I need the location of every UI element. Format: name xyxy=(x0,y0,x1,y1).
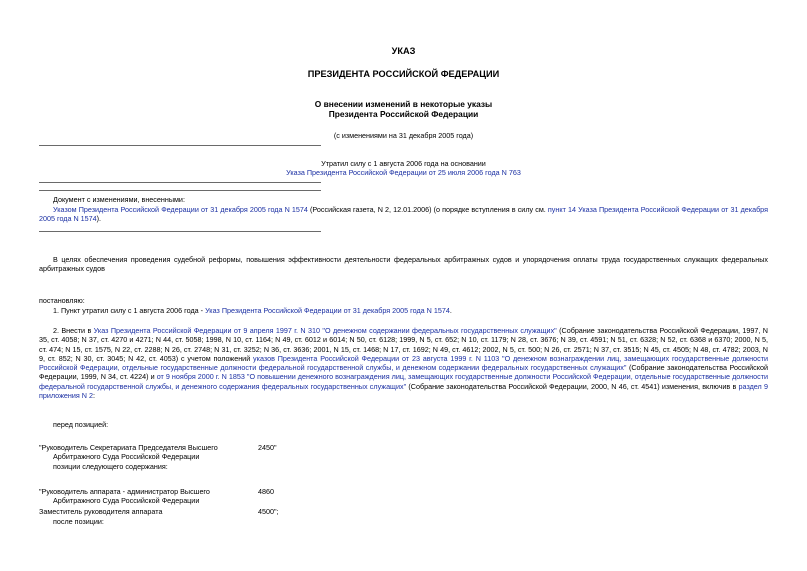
table-row-3-name: Заместитель руководителя аппарата xyxy=(39,507,163,516)
table-row-1-name-line1: "Руководитель Секретариата Председателя Высшего xyxy=(39,443,218,452)
clause-1: 1. Пункт утратил силу с 1 августа 2006 года - Указ Президента Российской Федерации от 31 декабря 2005 года N 1574. xyxy=(53,306,452,315)
changes-link-clause[interactable]: пункт 14 Указа Президента Российской Федерации от 31 декабря 2005 года N 1574 xyxy=(39,205,768,224)
table-row-2-value: 4860 xyxy=(258,487,274,496)
preamble-paragraph: В целях обеспечения проведения судебной реформы, повышения эффективности деятельности федеральных арбитражных судов и упорядочения оплаты труда государственных служащих федеральных арбитражных судов xyxy=(39,255,768,274)
table-row-1-name-line2: Арбитражного Суда Российской Федерации xyxy=(53,452,200,461)
clause-1-link[interactable]: Указ Президента Российской Федерации от 31 декабря 2005 года N 1574 xyxy=(205,306,450,315)
changes-intro: Документ с изменениями, внесенными: xyxy=(53,195,185,204)
amended-note: (с изменениями на 31 декабря 2005 года) xyxy=(333,131,474,140)
clause-2-link-section-9[interactable]: раздел 9 приложения N 2 xyxy=(39,381,768,401)
issuer-title: ПРЕЗИДЕНТА РОССИЙСКОЙ ФЕДЕРАЦИИ xyxy=(307,69,500,79)
table-row-2-name-line1: "Руководитель аппарата - администратор Высшего xyxy=(39,487,210,496)
table-row-3-value: 4500"; xyxy=(258,507,279,516)
clause-2: 2. Внести в Указ Президента Российской Федерации от 9 апреля 1997 г. N 310 "О денежном содержании федеральных государственных служащих" (Собрание законодательства Российской Федерации, 1997, N 35, ст. 4058; N 37, ст. 4270 и 4271; N 44, ст. 5058; 1998, N 10, ст. 1164; N 49, ст. 6012 и 6014; N 50, ст. 6128; 1999, N 5, ст. 652; N 10, ст. 1179; N 28, ст. 3676; N 39, ст. 4591; N 51, ст. 6328; N 52, ст. 6368 и 6370; 2000, N 5, ст. 474; N 15, ст. 1575, N 22, ст. 2288; N 26, ст. 2748; N 31, ст. 3252; N 36, ст. 3636; 2001, N 15, ст. 1468; N 17, ст. 1692; N 49, ст. 4612; 2002, N 5, ст. 500; N 26, ст. 2571; N 37, ст. 3515; N 45, ст. 4505; N 48, ст. 4782; 2003, N 9, ст. 852; N 30, ст. 3045; N 42, ст. 4053) с учетом положений указов Президента Российской Федерации от 23 августа 1999 г. N 1103 "О денежном вознаграждении лиц, замещающих государственные должности Российской Федерации, отдельные государственные должности федеральной государственной службы, и денежном содержании федеральных государственных служащих" (Собрание законодательства Российской Федерации, 1999, N 34, ст. 4224) и от 9 ноября 2000 г. N 1853 "О повышении денежного вознаграждения лиц, замещающих государственные должности Российской Федерации, отдельные государственные должности федеральной государственной службы, и денежного содержания федеральных государственных служащих" (Собрание законодательства Российской Федерации, 2000, N 46, ст. 4541) изменения, включив в раздел 9 приложения N 2: xyxy=(39,326,769,401)
divider xyxy=(39,145,321,146)
doc-subject-line2: Президента Российской Федерации xyxy=(328,109,479,119)
divider xyxy=(39,231,321,232)
before-position-label: перед позицией: xyxy=(53,420,109,429)
changes-link-decree[interactable]: Указом Президента Российской Федерации от 31 декабря 2005 года N 1574 xyxy=(53,205,308,214)
lost-force-note: Утратил силу с 1 августа 2006 года на основании xyxy=(321,159,486,168)
clause-2-link-decree-1853[interactable]: от 9 ноября 2000 г. N 1853 "О повышении денежного вознаграждения лиц, замещающих государственные должности Российской Федерации, отдельные государственные должности федеральной государственной службы, и денежного содержания федеральных государственных служащих" xyxy=(39,372,768,391)
table-row-1-value: 2450" xyxy=(258,443,277,452)
doc-subject-line1: О внесении изменений в некоторые указы xyxy=(314,99,493,109)
divider xyxy=(39,182,321,183)
clause-2-link-decree-1103[interactable]: указов Президента Российской Федерации от 23 августа 1999 г. N 1103 "О денежном вознаграждении лиц, замещающих государственные должности Российской Федерации, отдельные государственные должности федеральной государственной службы, и денежном содержании федеральных государственных служащих" xyxy=(39,353,769,373)
after-position-label: после позиции: xyxy=(53,517,104,526)
resolve-text: постановляю: xyxy=(39,296,85,305)
table-row-2-name-line2: Арбитражного Суда Российской Федерации xyxy=(53,496,200,505)
changes-paragraph: Указом Президента Российской Федерации от 31 декабря 2005 года N 1574 (Российская газета, N 2, 12.01.2006) (о порядке вступления в силу см. пункт 14 Указа Президента Российской Федерации от 31 декабря 2005 года N 1574). xyxy=(39,205,768,224)
positions-following-label: позиции следующего содержания: xyxy=(53,462,168,471)
clause-2-link-decree-310[interactable]: Указ Президента Российской Федерации от 9 апреля 1997 г. N 310 "О денежном содержании федеральных государственных служащих" xyxy=(93,326,557,335)
doc-type-title: УКАЗ xyxy=(391,46,416,56)
divider xyxy=(39,190,321,191)
lost-force-link[interactable]: Указа Президента Российской Федерации от 25 июля 2006 года N 763 xyxy=(286,168,521,177)
